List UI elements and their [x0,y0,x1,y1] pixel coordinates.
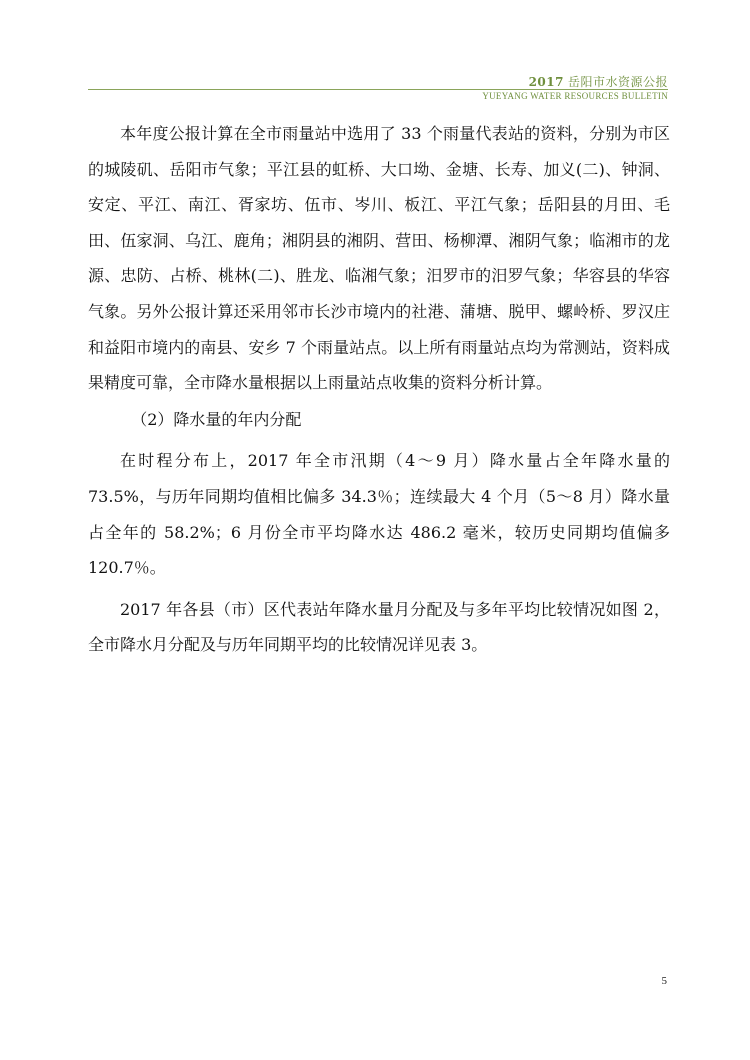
document-body [88,116,670,663]
header-divider [88,89,668,90]
page-header [0,0,750,110]
page-number: 5 [661,975,667,987]
paragraph-figure-reference: 2017 年各县（市）区代表站年降水量月分配及与多年平均比较情况如图 2，全市降水月分配及与历年同期平均的比较情况详见表 3。 [88,599,670,655]
header-year: 2017 [528,75,564,89]
header-title [529,73,668,90]
paragraph-stations: 本年度公报计算在全市雨量站中选用了 33 个雨量代表站的资料，分别为市区的城陵矶、岳阳市气象；平江县的虹桥、大口坳、金塘、长寿、加义(二)、钟洞、安定、平江、南江、胥家坊、伍市、岑川、板江、平江气象；岳阳县的月田、毛田、伍家洞、乌江、鹿角；湘阴县的湘阴、营田、杨柳潭、湘阴气象；临湘市的龙源、忠防、占桥、桃林(二)、胜龙、临湘气象；汨罗市的汨罗气象；华容县的华容气象。另外公报计算还采用邻市长沙市境内的社港、蒲塘、脱甲、螺岭桥、罗汉庄和益阳市境内的南县、安乡 7 个雨量站点。以上所有雨量站点均为常测站，资料成果精度可靠，全市降水量根据以上雨量站点收集的资料分析计算。 [88,124,670,393]
paragraph-distribution: 在时程分布上，2017 年全市汛期（4～9 月）降水量占全年降水量的 73.5%，与历年同期均值相比偏多 34.3％；连续最大 4 个月（5～8 月）降水量占全年的 58.2%；6 月份全市平均降水达 486.2 毫米，较历史同期均值偏多 120.7％。 [88,451,670,578]
header-title-text: 岳阳市水资源公报 [567,75,668,89]
header-subtitle: YUEYANG WATER RESOURCES BULLETIN [482,91,668,101]
section-heading: （2）降水量的年内分配 [131,409,302,429]
